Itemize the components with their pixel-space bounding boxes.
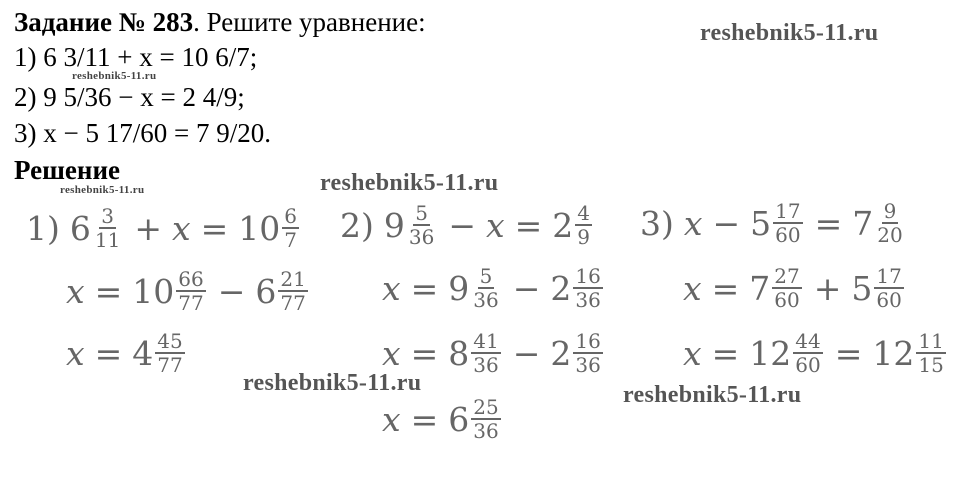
solution-3-line-2: x = 7 $\frac{27}{60}$ + 5 $\frac{17}{60}$ [683, 264, 902, 312]
fraction: $\frac{5}{36}$ [408, 201, 435, 249]
solution-3-line-3: x = 12 $\frac{44}{60}$ = 12 $\frac{11}{15}$ [683, 329, 944, 377]
fraction: $\frac{45}{77}$ [157, 329, 183, 377]
solution-2-line-3: x = 8 $\frac{41}{36}$ − 2 $\frac{16}{36}$ [382, 329, 601, 377]
fraction: $\frac{6}{7}$ [284, 204, 297, 252]
task-number: Задание № 283 [14, 7, 194, 37]
watermark: reshebnik5-11.ru [72, 70, 157, 82]
solution-heading: Решение [14, 155, 120, 185]
fraction: $\frac{17}{60}$ [876, 264, 902, 312]
task-equation-3: 3) x − 5 17/60 = 7 9/20. [14, 118, 271, 148]
watermark: reshebnik5-11.ru [700, 20, 879, 46]
fraction: $\frac{16}{36}$ [575, 264, 601, 312]
fraction: $\frac{41}{36}$ [473, 329, 499, 377]
fraction: $\frac{16}{36}$ [575, 329, 601, 377]
task-title [14, 4, 426, 40]
fraction: $\frac{44}{60}$ [795, 329, 821, 377]
task-instruction: . Решите уравнение: [193, 7, 426, 37]
fraction: $\frac{9}{20}$ [877, 199, 903, 247]
fraction: $\frac{21}{77}$ [280, 267, 306, 315]
solution-1-line-1: 1) 6 $\frac{3}{11}$ + x = 10 $\frac{6}{7}$ [26, 204, 297, 252]
fraction: $\frac{11}{15}$ [918, 329, 944, 377]
fraction: $\frac{3}{11}$ [94, 204, 121, 252]
fraction: $\frac{27}{60}$ [774, 264, 800, 312]
watermark: reshebnik5-11.ru [320, 170, 499, 196]
solution-2-line-2: x = 9 $\frac{5}{36}$ − 2 $\frac{16}{36}$ [382, 264, 601, 312]
solution-2-line-1: 2) 9 $\frac{5}{36}$ − x = 2 $\frac{4}{9}$ [340, 201, 590, 249]
fraction: $\frac{4}{9}$ [577, 201, 590, 249]
task-equation-1: 1) 6 3/11 + x = 10 6/7; [14, 42, 258, 72]
fraction: $\frac{17}{60}$ [775, 199, 801, 247]
watermark: reshebnik5-11.ru [243, 370, 422, 396]
fraction: $\frac{5}{36}$ [473, 264, 499, 312]
fraction: $\frac{66}{77}$ [178, 267, 204, 315]
watermark: reshebnik5-11.ru [60, 184, 145, 196]
fraction: $\frac{25}{36}$ [473, 395, 499, 443]
task-equation-2: 2) 9 5/36 − x = 2 4/9; [14, 82, 245, 112]
solution-3-line-1: 3) x − 5 $\frac{17}{60}$ = 7 $\frac{9}{20}$ [640, 199, 903, 247]
solution-2-line-4: x = 6 $\frac{25}{36}$ [382, 395, 499, 443]
solution-1-line-2: x = 10 $\frac{66}{77}$ − 6 $\frac{21}{77}$ [66, 267, 306, 315]
watermark: reshebnik5-11.ru [623, 382, 802, 408]
solution-1-line-3: x = 4 $\frac{45}{77}$ [66, 329, 183, 377]
